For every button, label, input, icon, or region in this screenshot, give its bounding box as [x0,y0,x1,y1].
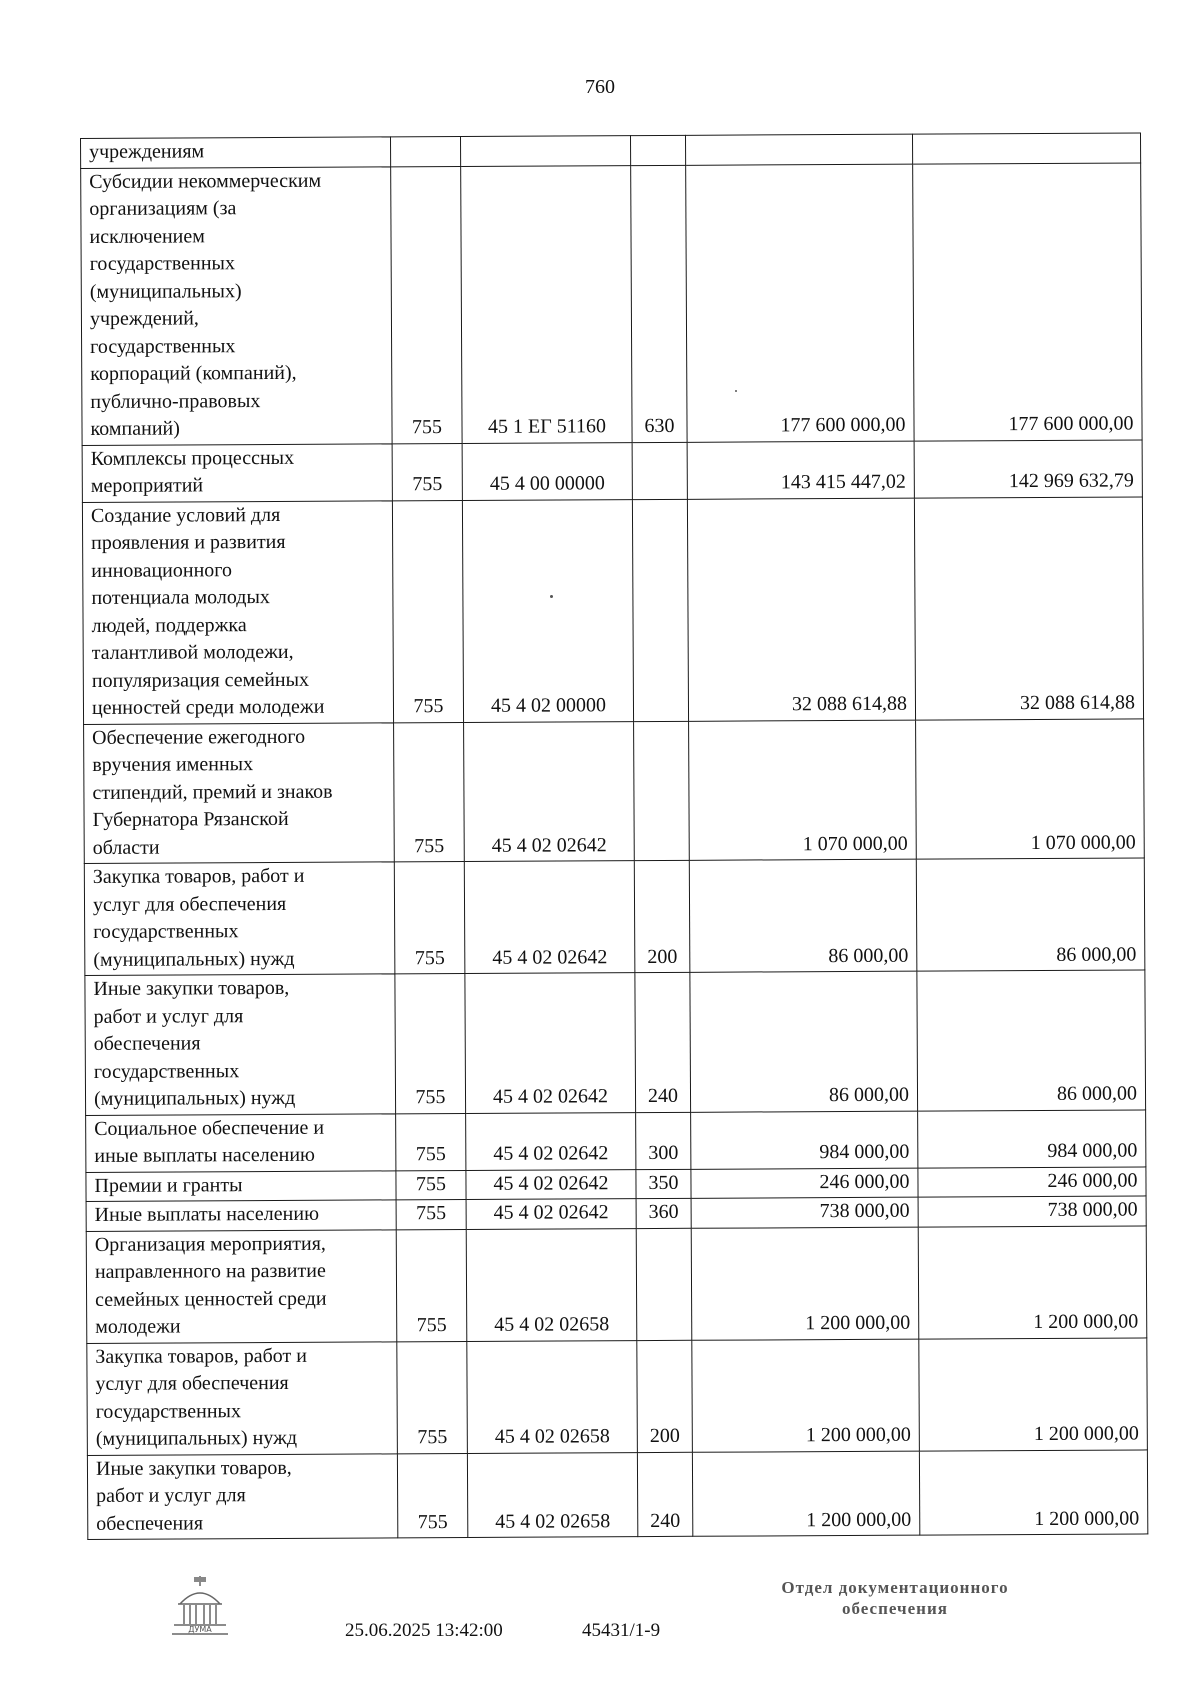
row-name-cell: Организация мероприятия, направленного на развитие семейных ценностей среди молодежи [86,1229,397,1343]
page-number: 760 [585,76,615,98]
row-code-cell: 755 [394,722,465,862]
row-code-cell: 755 [394,861,465,973]
row-vr-cell [632,442,687,499]
row-vr-cell: 300 [636,1112,691,1169]
row-code-cell: 755 [396,1199,466,1229]
row-vr-cell: 200 [637,1340,693,1452]
row-name-cell: Комплексы процессных мероприятий [82,443,392,502]
table-row [87,1449,1147,1539]
scan-speck [735,390,737,392]
row-code-cell: 755 [395,973,466,1113]
row-name-cell: Субсидии некоммерческим организациям (за исключением государственных (муниципальных) учреждений, государственных корпораций (компаний), публично-правовых компаний) [81,166,392,445]
row-sum-2025-cell: 738 000,00 [691,1197,918,1228]
table-row [84,858,1145,976]
row-sum-2025-cell: 1 200 000,00 [692,1339,920,1452]
row-sum-2025-cell: 1 200 000,00 [691,1227,919,1340]
row-name-cell: Иные закупки товаров, работ и услуг для обеспечения [87,1453,397,1539]
table-row [86,1109,1146,1172]
duma-building-icon [170,1574,230,1642]
row-csr-cell: 45 1 ЕГ 51160 [461,165,632,443]
row-code-cell: 755 [396,1170,466,1200]
row-sum-2025-cell: 86 000,00 [690,971,918,1112]
row-sum-2026-cell: 246 000,00 [918,1166,1146,1197]
row-vr-cell: 360 [636,1198,691,1228]
row-sum-2025-cell: 246 000,00 [691,1168,918,1199]
row-vr-cell: 240 [635,972,691,1112]
row-csr-cell: 45 4 02 02658 [467,1452,637,1537]
row-code-cell: 755 [396,1113,466,1170]
row-vr-cell [634,721,690,861]
department-stamp [745,1577,1045,1619]
row-csr-cell [460,136,630,166]
row-csr-cell: 45 4 02 02642 [466,1199,636,1229]
row-vr-cell: 630 [631,165,687,442]
table-row [87,1337,1148,1455]
row-name-cell: Иные выплаты населению [86,1200,396,1231]
row-vr-cell [636,1228,692,1340]
row-csr-cell: 45 4 02 02658 [466,1228,637,1341]
table-row [81,162,1142,445]
budget-table-body [81,133,1148,1540]
row-vr-cell: 350 [636,1169,691,1199]
stamp-line-1: Отдел документационного [781,1578,1009,1597]
row-sum-2026-cell: 1 200 000,00 [919,1449,1147,1535]
row-name-cell: Премии и гранты [86,1170,396,1201]
row-sum-2025-cell: 143 415 447,02 [687,441,914,499]
row-code-cell: 755 [392,443,462,500]
row-sum-2026-cell: 1 200 000,00 [919,1337,1148,1450]
row-vr-cell: 240 [637,1452,692,1537]
svg-text:ДУМА: ДУМА [188,1625,212,1634]
scan-speck [550,595,553,598]
row-code-cell: 755 [397,1453,467,1538]
table-row [84,718,1145,863]
table-row [82,496,1143,724]
row-sum-2026-cell: 738 000,00 [918,1196,1146,1227]
row-sum-2025-cell: 32 088 614,88 [687,498,915,721]
row-code-cell: 755 [396,1229,467,1341]
table-row [85,970,1146,1115]
row-name-cell: Иные закупки товаров, работ и услуг для обеспечения государственных (муниципальных) нужд [85,974,396,1115]
row-code-cell: 755 [392,500,463,722]
table-row [86,1225,1147,1343]
row-sum-2026-cell: 984 000,00 [918,1109,1146,1167]
row-sum-2025-cell: 1 070 000,00 [689,720,917,861]
row-csr-cell: 45 4 02 02658 [467,1340,638,1453]
row-csr-cell: 45 4 02 02642 [466,1169,636,1199]
row-sum-2026-cell: 177 600 000,00 [913,162,1142,440]
row-sum-2026-cell: 86 000,00 [917,970,1146,1111]
row-name-cell: учреждениям [81,137,391,168]
row-code-cell [390,137,460,167]
footer-doc-number: 45431/1-9 [582,1620,661,1641]
row-csr-cell: 45 4 02 02642 [464,721,635,861]
row-csr-cell: 45 4 02 02642 [465,973,636,1113]
row-code-cell: 755 [397,1341,468,1453]
row-sum-2025-cell: 1 200 000,00 [692,1451,919,1537]
row-sum-2026-cell: 1 070 000,00 [916,718,1145,859]
row-sum-2026-cell: 142 969 632,79 [914,439,1142,497]
row-csr-cell: 45 4 02 00000 [462,499,633,722]
row-csr-cell: 45 4 02 02642 [464,861,635,974]
row-vr-cell [632,499,688,721]
row-sum-2026-cell [912,133,1140,164]
row-sum-2026-cell: 1 200 000,00 [918,1225,1147,1338]
row-sum-2025-cell: 984 000,00 [691,1111,918,1169]
row-name-cell: Закупка товаров, работ и услуг для обеспечения государственных (муниципальных) нужд [87,1341,398,1455]
row-csr-cell: 45 4 02 02642 [466,1112,636,1170]
row-sum-2025-cell [685,134,912,165]
stamp-line-2: обеспечения [842,1599,948,1618]
row-name-cell: Создание условий для проявления и развития инновационного потенциала молодых людей, поддержка талантливой молодежи, популяризация семейных ценностей среди молодежи [82,500,393,724]
row-sum-2025-cell: 177 600 000,00 [686,164,914,442]
row-sum-2025-cell: 86 000,00 [689,859,917,972]
row-name-cell: Обеспечение ежегодного вручения именных стипендий, премий и знаков Губернатора Рязанской области [84,722,395,863]
row-csr-cell: 45 4 00 00000 [462,442,632,500]
table-row [82,439,1142,502]
row-vr-cell: 200 [634,860,690,972]
budget-table [80,132,1148,1540]
row-code-cell: 755 [391,166,462,443]
row-name-cell: Социальное обеспечение и иные выплаты населению [86,1113,396,1172]
row-vr-cell [630,135,685,165]
row-name-cell: Закупка товаров, работ и услуг для обеспечения государственных (муниципальных) нужд [84,862,395,976]
row-sum-2026-cell: 86 000,00 [916,858,1145,971]
row-sum-2026-cell: 32 088 614,88 [914,496,1143,719]
footer-datetime: 25.06.2025 13:42:00 [345,1620,503,1641]
